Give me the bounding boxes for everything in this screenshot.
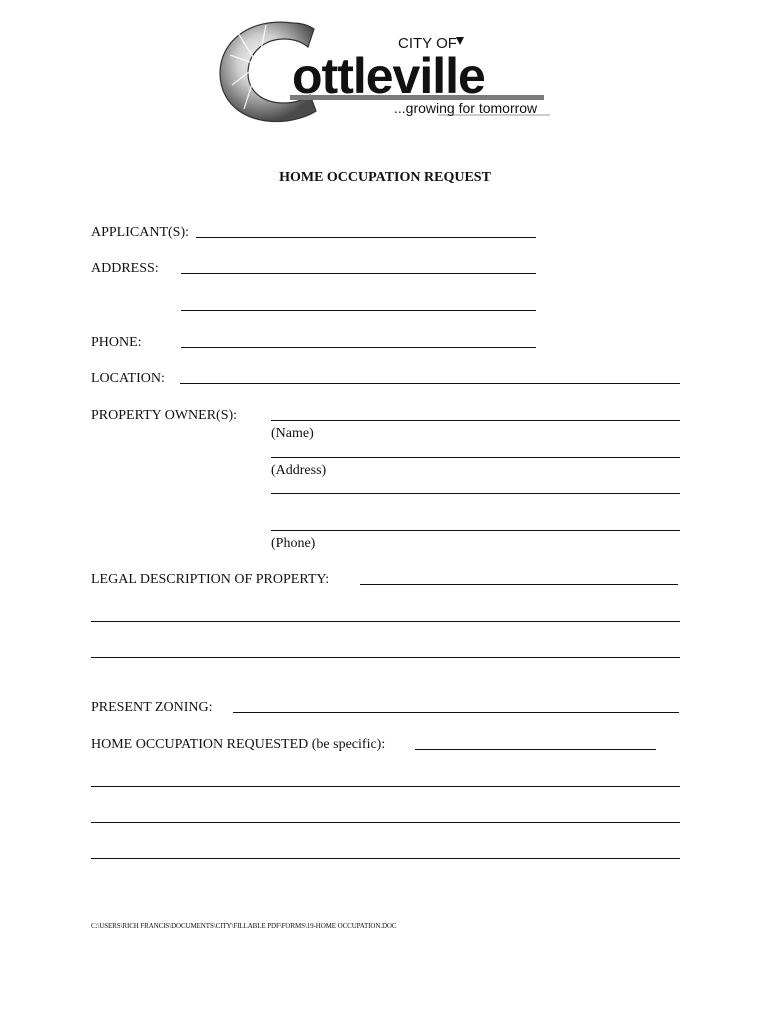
legal-description-field-line1[interactable]: [360, 584, 678, 585]
home-occupation-field-line1[interactable]: [415, 749, 656, 750]
city-logo: [218, 15, 553, 127]
home-occupation-field-line2[interactable]: [91, 786, 680, 787]
applicants-label: APPLICANT(S):: [91, 225, 190, 240]
home-occupation-field-line4[interactable]: [91, 858, 680, 859]
form-title: HOME OCCUPATION REQUEST: [279, 170, 491, 185]
phone-field[interactable]: [181, 347, 536, 348]
owner-address-field-line1[interactable]: [271, 457, 680, 458]
location-field[interactable]: [180, 383, 680, 384]
owner-name-caption: (Name): [271, 426, 314, 441]
location-label: LOCATION:: [91, 371, 165, 386]
owner-address-caption: (Address): [271, 463, 327, 478]
address-field-line1[interactable]: [181, 273, 536, 274]
logo-city-of: CITY OF: [398, 35, 457, 52]
home-occupation-requested-label: HOME OCCUPATION REQUESTED (be specific):: [91, 737, 386, 752]
applicants-field[interactable]: [196, 237, 536, 238]
legal-description-field-line3[interactable]: [91, 657, 680, 658]
legal-description-label: LEGAL DESCRIPTION OF PROPERTY:: [91, 572, 330, 587]
owner-name-field[interactable]: [271, 420, 680, 421]
property-owners-label: PROPERTY OWNER(S):: [91, 408, 238, 423]
logo-wordmark: ottleville: [292, 48, 485, 104]
address-label: ADDRESS:: [91, 261, 159, 276]
address-field-line2[interactable]: [181, 310, 536, 311]
logo-tagline: ...growing for tomorrow: [394, 100, 538, 116]
present-zoning-label: PRESENT ZONING:: [91, 700, 213, 715]
present-zoning-field[interactable]: [233, 712, 679, 713]
legal-description-field-line2[interactable]: [91, 621, 680, 622]
home-occupation-field-line3[interactable]: [91, 822, 680, 823]
owner-phone-field[interactable]: [271, 530, 680, 531]
owner-address-field-line2[interactable]: [271, 493, 680, 494]
owner-phone-caption: (Phone): [271, 536, 316, 551]
document-file-path: C:\USERS\RICH FRANCIS\DOCUMENTS\CITY\FILLABLE PDF\FORMS\19-HOME OCCUPATION.DOC: [91, 922, 397, 930]
phone-label: PHONE:: [91, 335, 142, 350]
